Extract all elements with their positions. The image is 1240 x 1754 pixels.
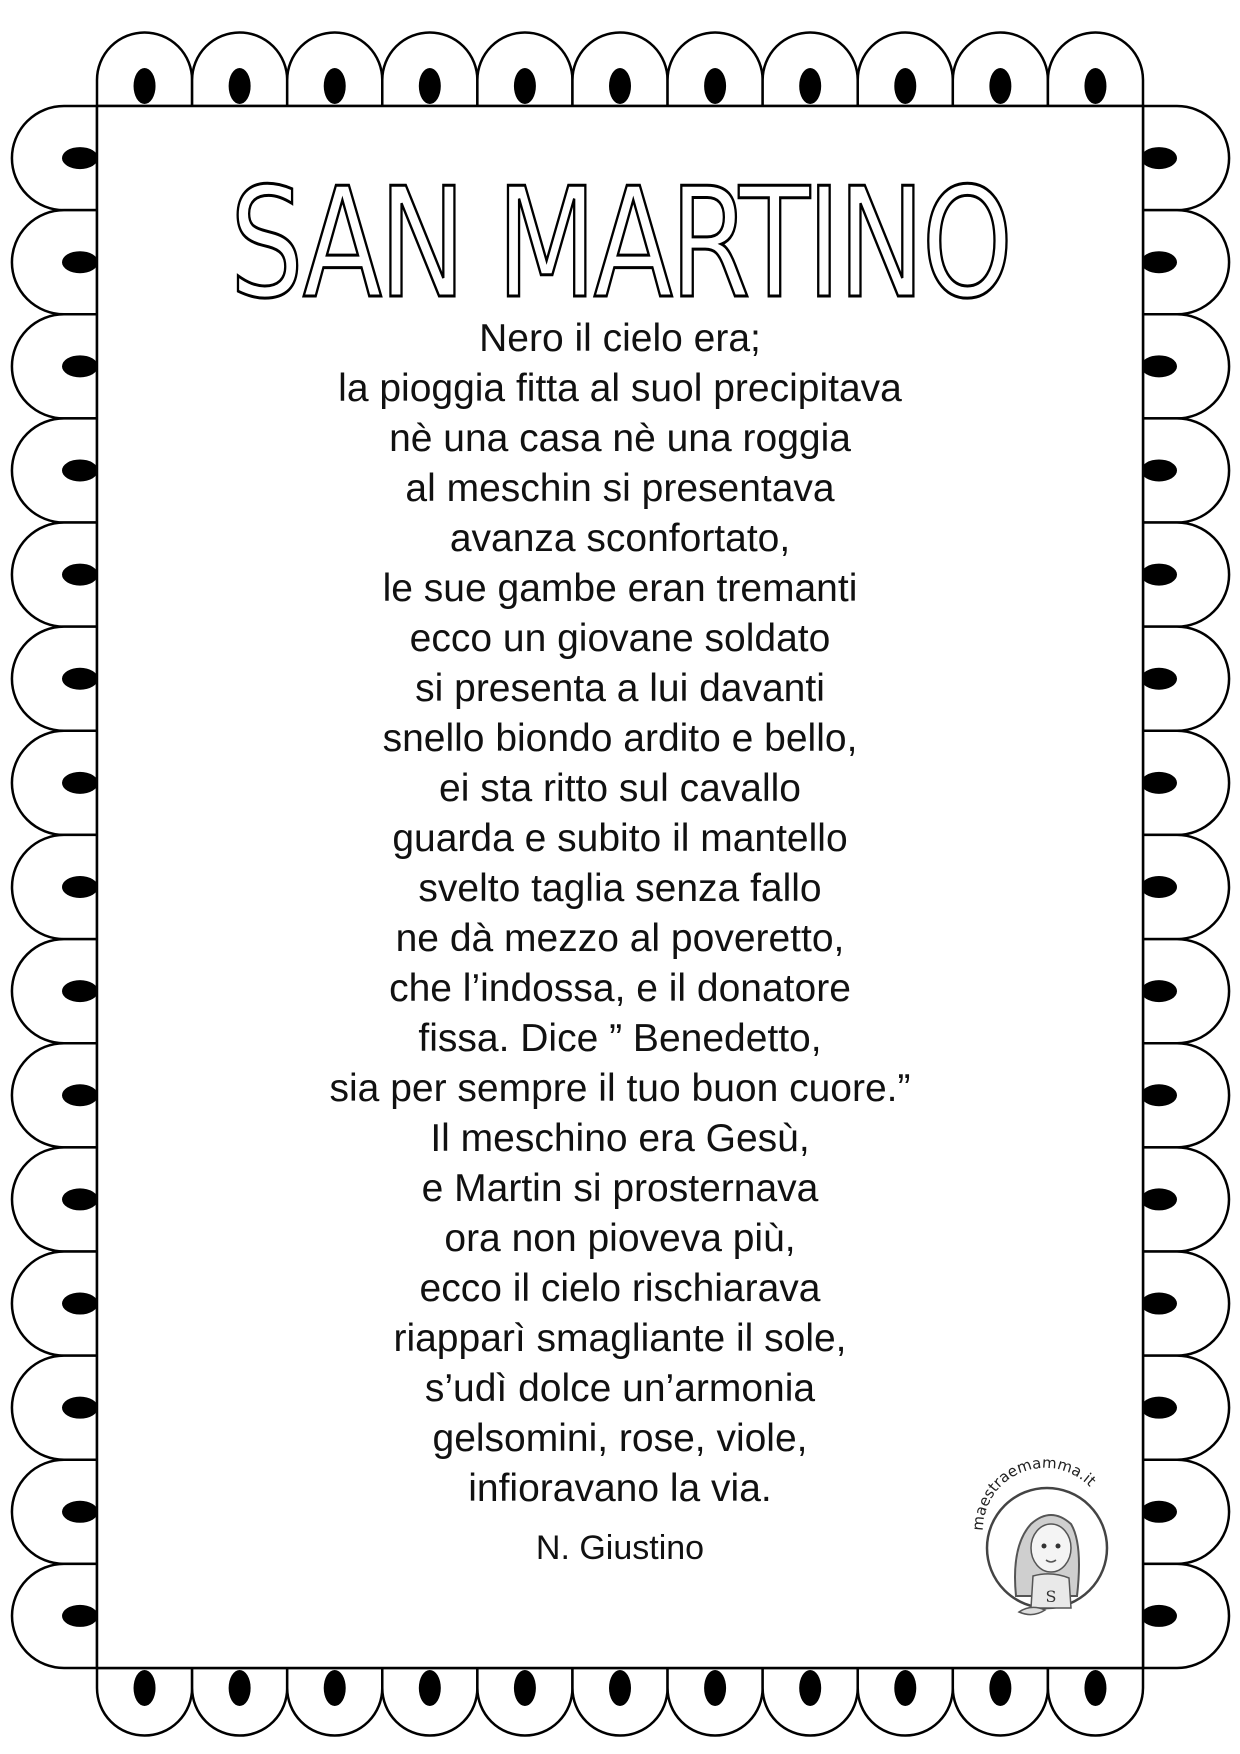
page-title (97, 156, 1143, 326)
poem-line: snello biondo ardito e bello, (382, 717, 858, 760)
brand-logo (961, 1436, 1121, 1626)
poem-line: che l’indossa, e il donatore (389, 967, 851, 1010)
poem-line: ne dà mezzo al poveretto, (395, 917, 845, 960)
poem-line: ecco il cielo rischiarava (419, 1267, 821, 1310)
poem-line: svelto taglia senza fallo (418, 867, 822, 910)
poem-line: fissa. Dice ” Benedetto, (418, 1017, 822, 1060)
poem-line: ei sta ritto sul cavallo (439, 767, 801, 810)
poem-line: guarda e subito il mantello (392, 817, 848, 860)
poem-line: e Martin si prosternava (421, 1167, 819, 1210)
poem-line: ecco un giovane soldato (409, 617, 831, 660)
author-credit: N. Giustino (535, 1529, 705, 1567)
poem-line: nè una casa nè una roggia (389, 417, 851, 460)
poem-line: si presenta a lui davanti (415, 667, 825, 710)
poem-line: le sue gambe eran tremanti (382, 567, 858, 610)
poem-line: Il meschino era Gesù, (430, 1117, 810, 1160)
poem-page (97, 106, 1143, 1668)
poem-line: sia per sempre il tuo buon cuore.” (329, 1067, 911, 1110)
poem-text (97, 314, 1143, 1514)
poem-line: la pioggia fitta al suol precipitava (338, 367, 902, 410)
logo-text: maestraemamma.it (968, 1453, 1100, 1532)
poem-line: s’udì dolce un’armonia (424, 1367, 816, 1410)
poem-line: avanza sconfortato, (449, 517, 791, 560)
poem-line: Nero il cielo era; (479, 317, 761, 360)
poem-line: ora non pioveva più, (444, 1217, 796, 1260)
poem-line: riapparì smagliante il sole, (393, 1317, 847, 1360)
poem-line: gelsomini, rose, viole, (432, 1417, 808, 1460)
svg-text:S: S (1045, 1587, 1057, 1606)
poem-line: infioravano la via. (468, 1467, 772, 1510)
poem-line: al meschin si presentava (405, 467, 835, 510)
title-text: SAN MARTINO (230, 156, 1010, 326)
